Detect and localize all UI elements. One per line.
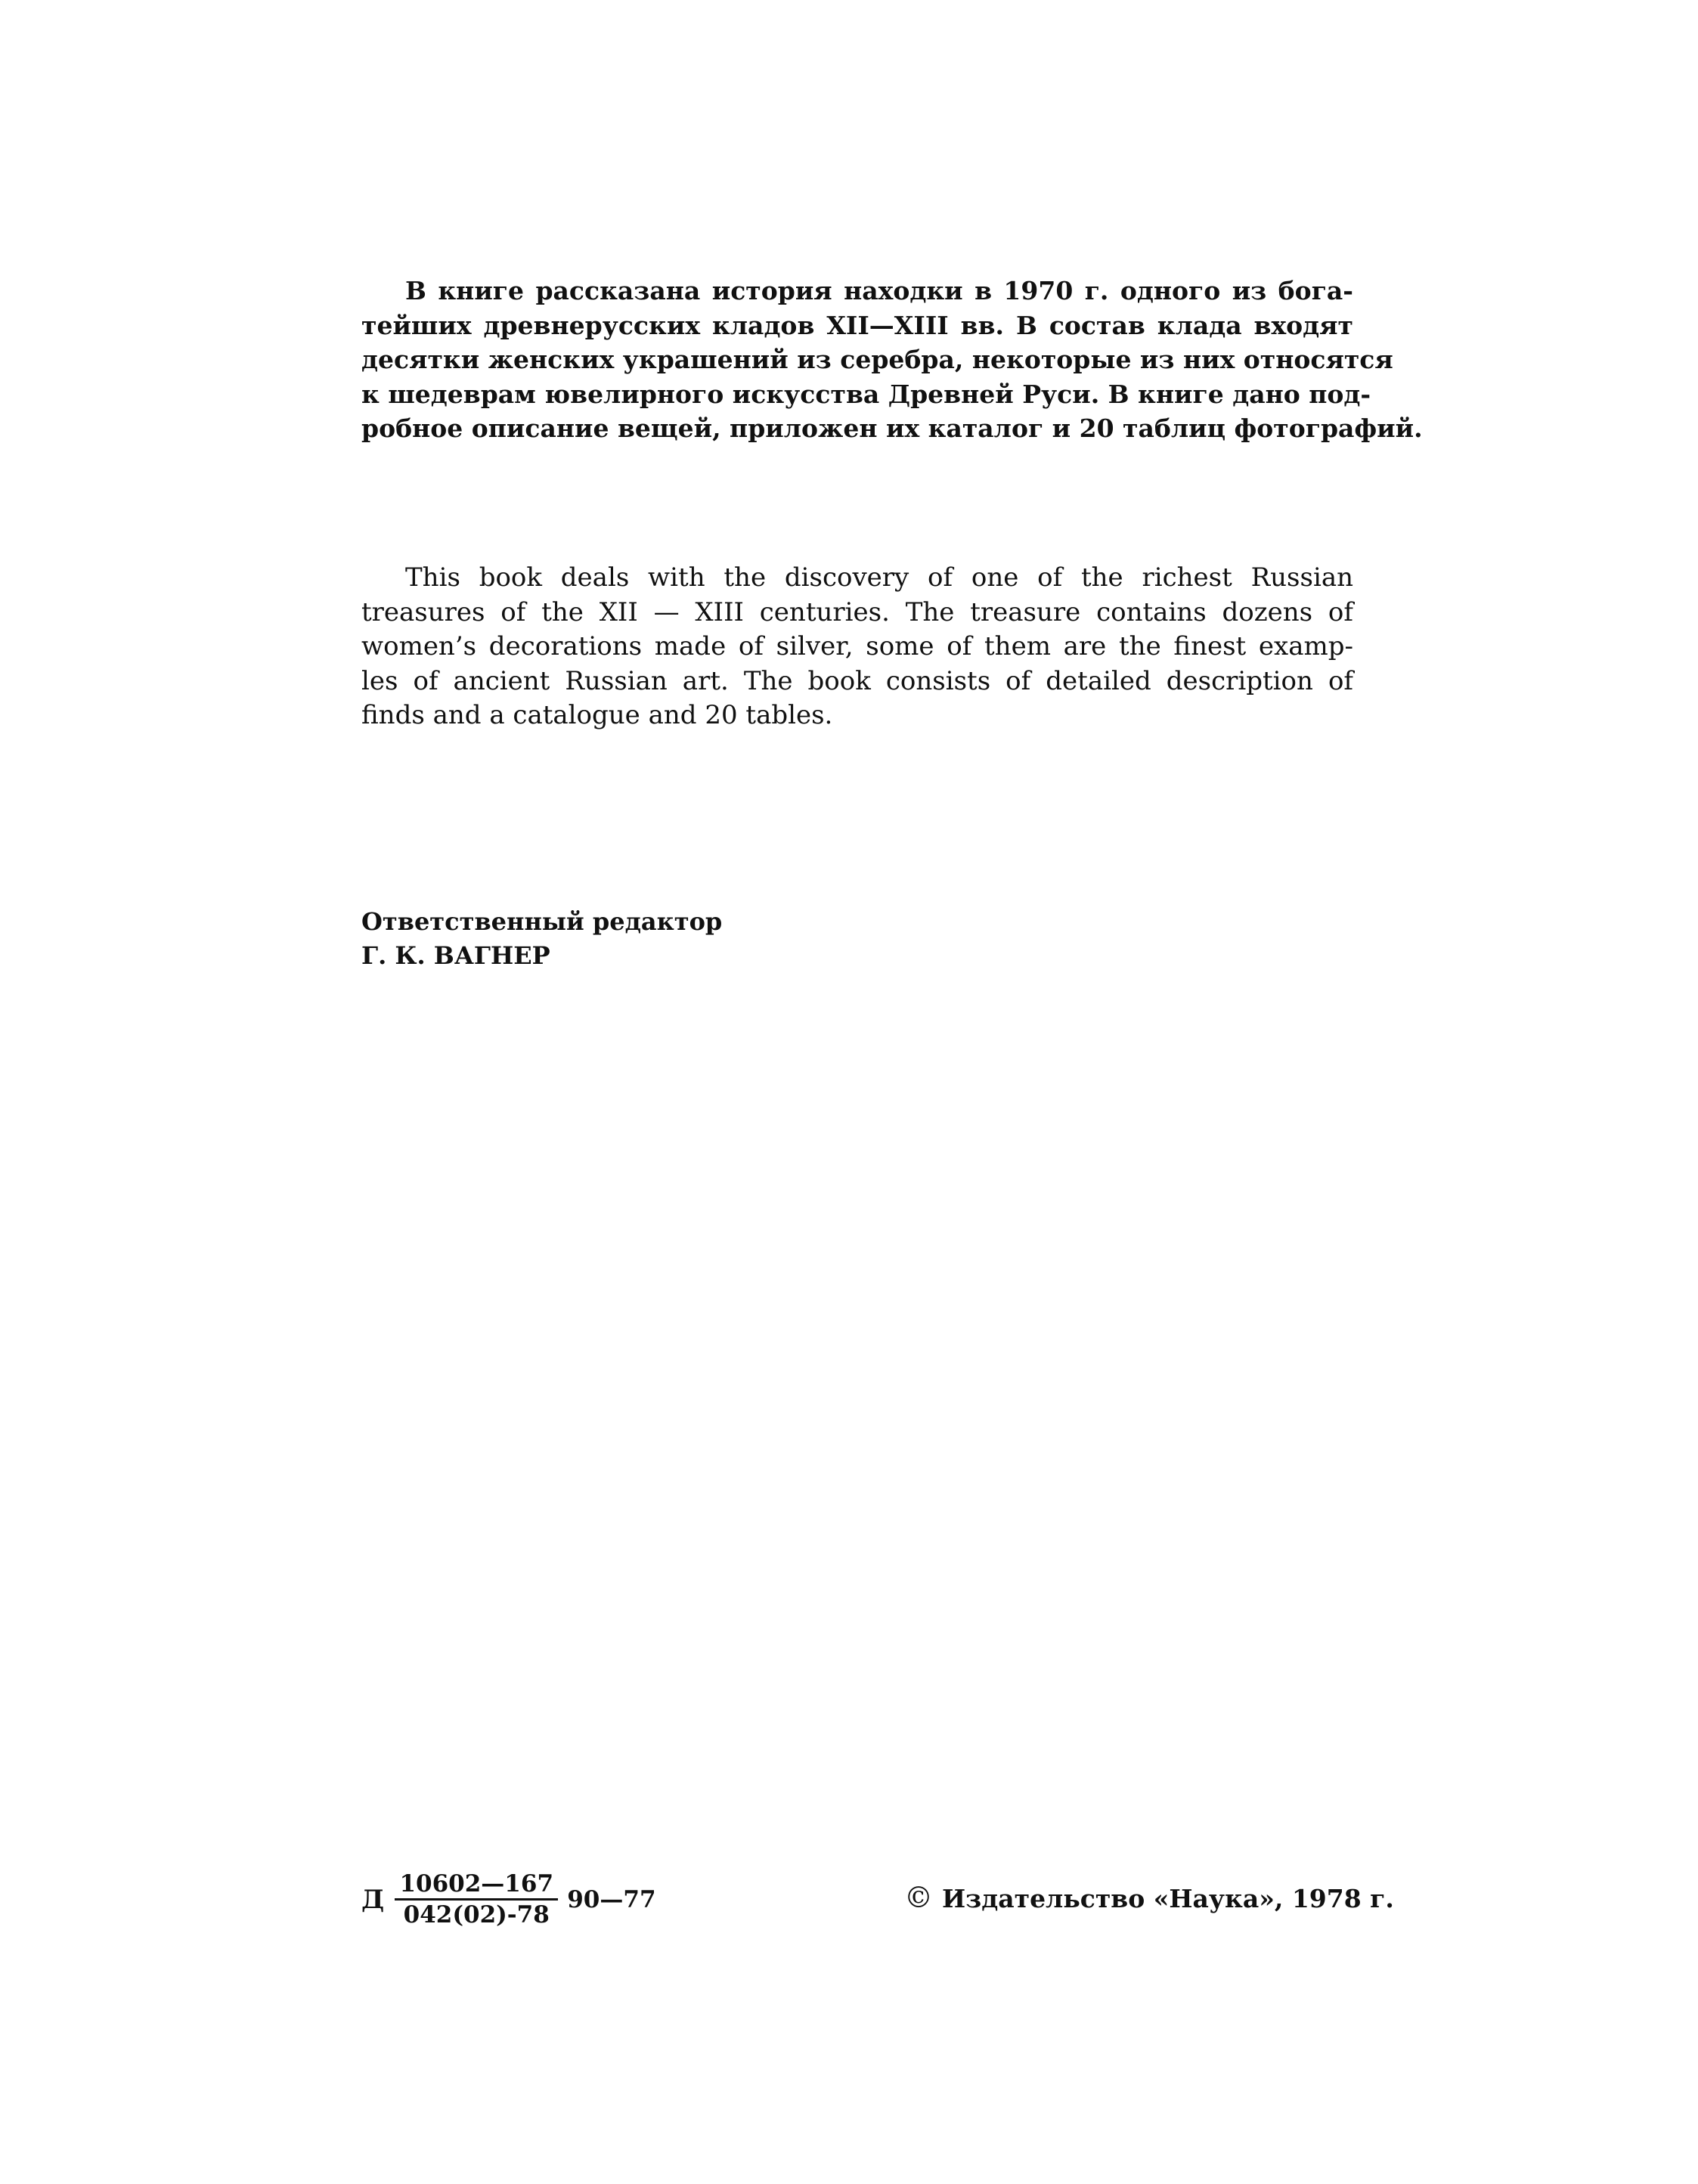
english-abstract: [361, 561, 1353, 733]
english-abstract-line: women’s decorations made of silver, some of them are the finest examp-: [361, 631, 1353, 661]
english-abstract-line: finds and a catalogue and 20 tables.: [361, 700, 833, 730]
english-abstract-line: treasures of the XII — XIII centuries. The treasure contains dozens of: [361, 596, 1353, 627]
copyright-text: Издательство «Наука», 1978 г.: [942, 1884, 1394, 1913]
classification-fraction: [395, 1871, 558, 1928]
english-abstract-line: les of ancient Russian art. The book consists of detailed description of: [361, 665, 1353, 696]
copyright-icon: ©: [904, 1881, 933, 1914]
russian-abstract-line: к шедеврам ювелирного искусства Древней Руси. В книге дано под-: [361, 379, 1371, 409]
english-abstract-line: This book deals with the discovery of one of the richest Russian: [405, 562, 1353, 593]
classification-suffix: 90—77: [567, 1885, 656, 1913]
editor-credit: [361, 905, 722, 973]
copyright-notice: [904, 1881, 1394, 1914]
editor-name: Г. К. ВАГНЕР: [361, 941, 550, 970]
editor-role: Ответственный редактор: [361, 907, 723, 936]
russian-abstract-line: робное описание вещей, приложен их каталог и 20 таблиц фотографий.: [361, 414, 1423, 443]
russian-abstract-line: тейших древнерусских кладов XII—XIII вв. В состав клада входят: [361, 310, 1353, 340]
classification-numerator: 10602—167: [399, 1870, 554, 1897]
russian-abstract-line: В книге рассказана история находки в 1970 г. одного из бога-: [405, 276, 1353, 305]
classification-denominator: 042(02)-78: [403, 1901, 550, 1928]
classification-letter: Д: [361, 1884, 385, 1915]
classification-index: [361, 1871, 656, 1928]
russian-abstract-line: десятки женских украшений из серебра, некоторые из них относятся: [361, 345, 1393, 374]
russian-abstract: [361, 274, 1423, 446]
